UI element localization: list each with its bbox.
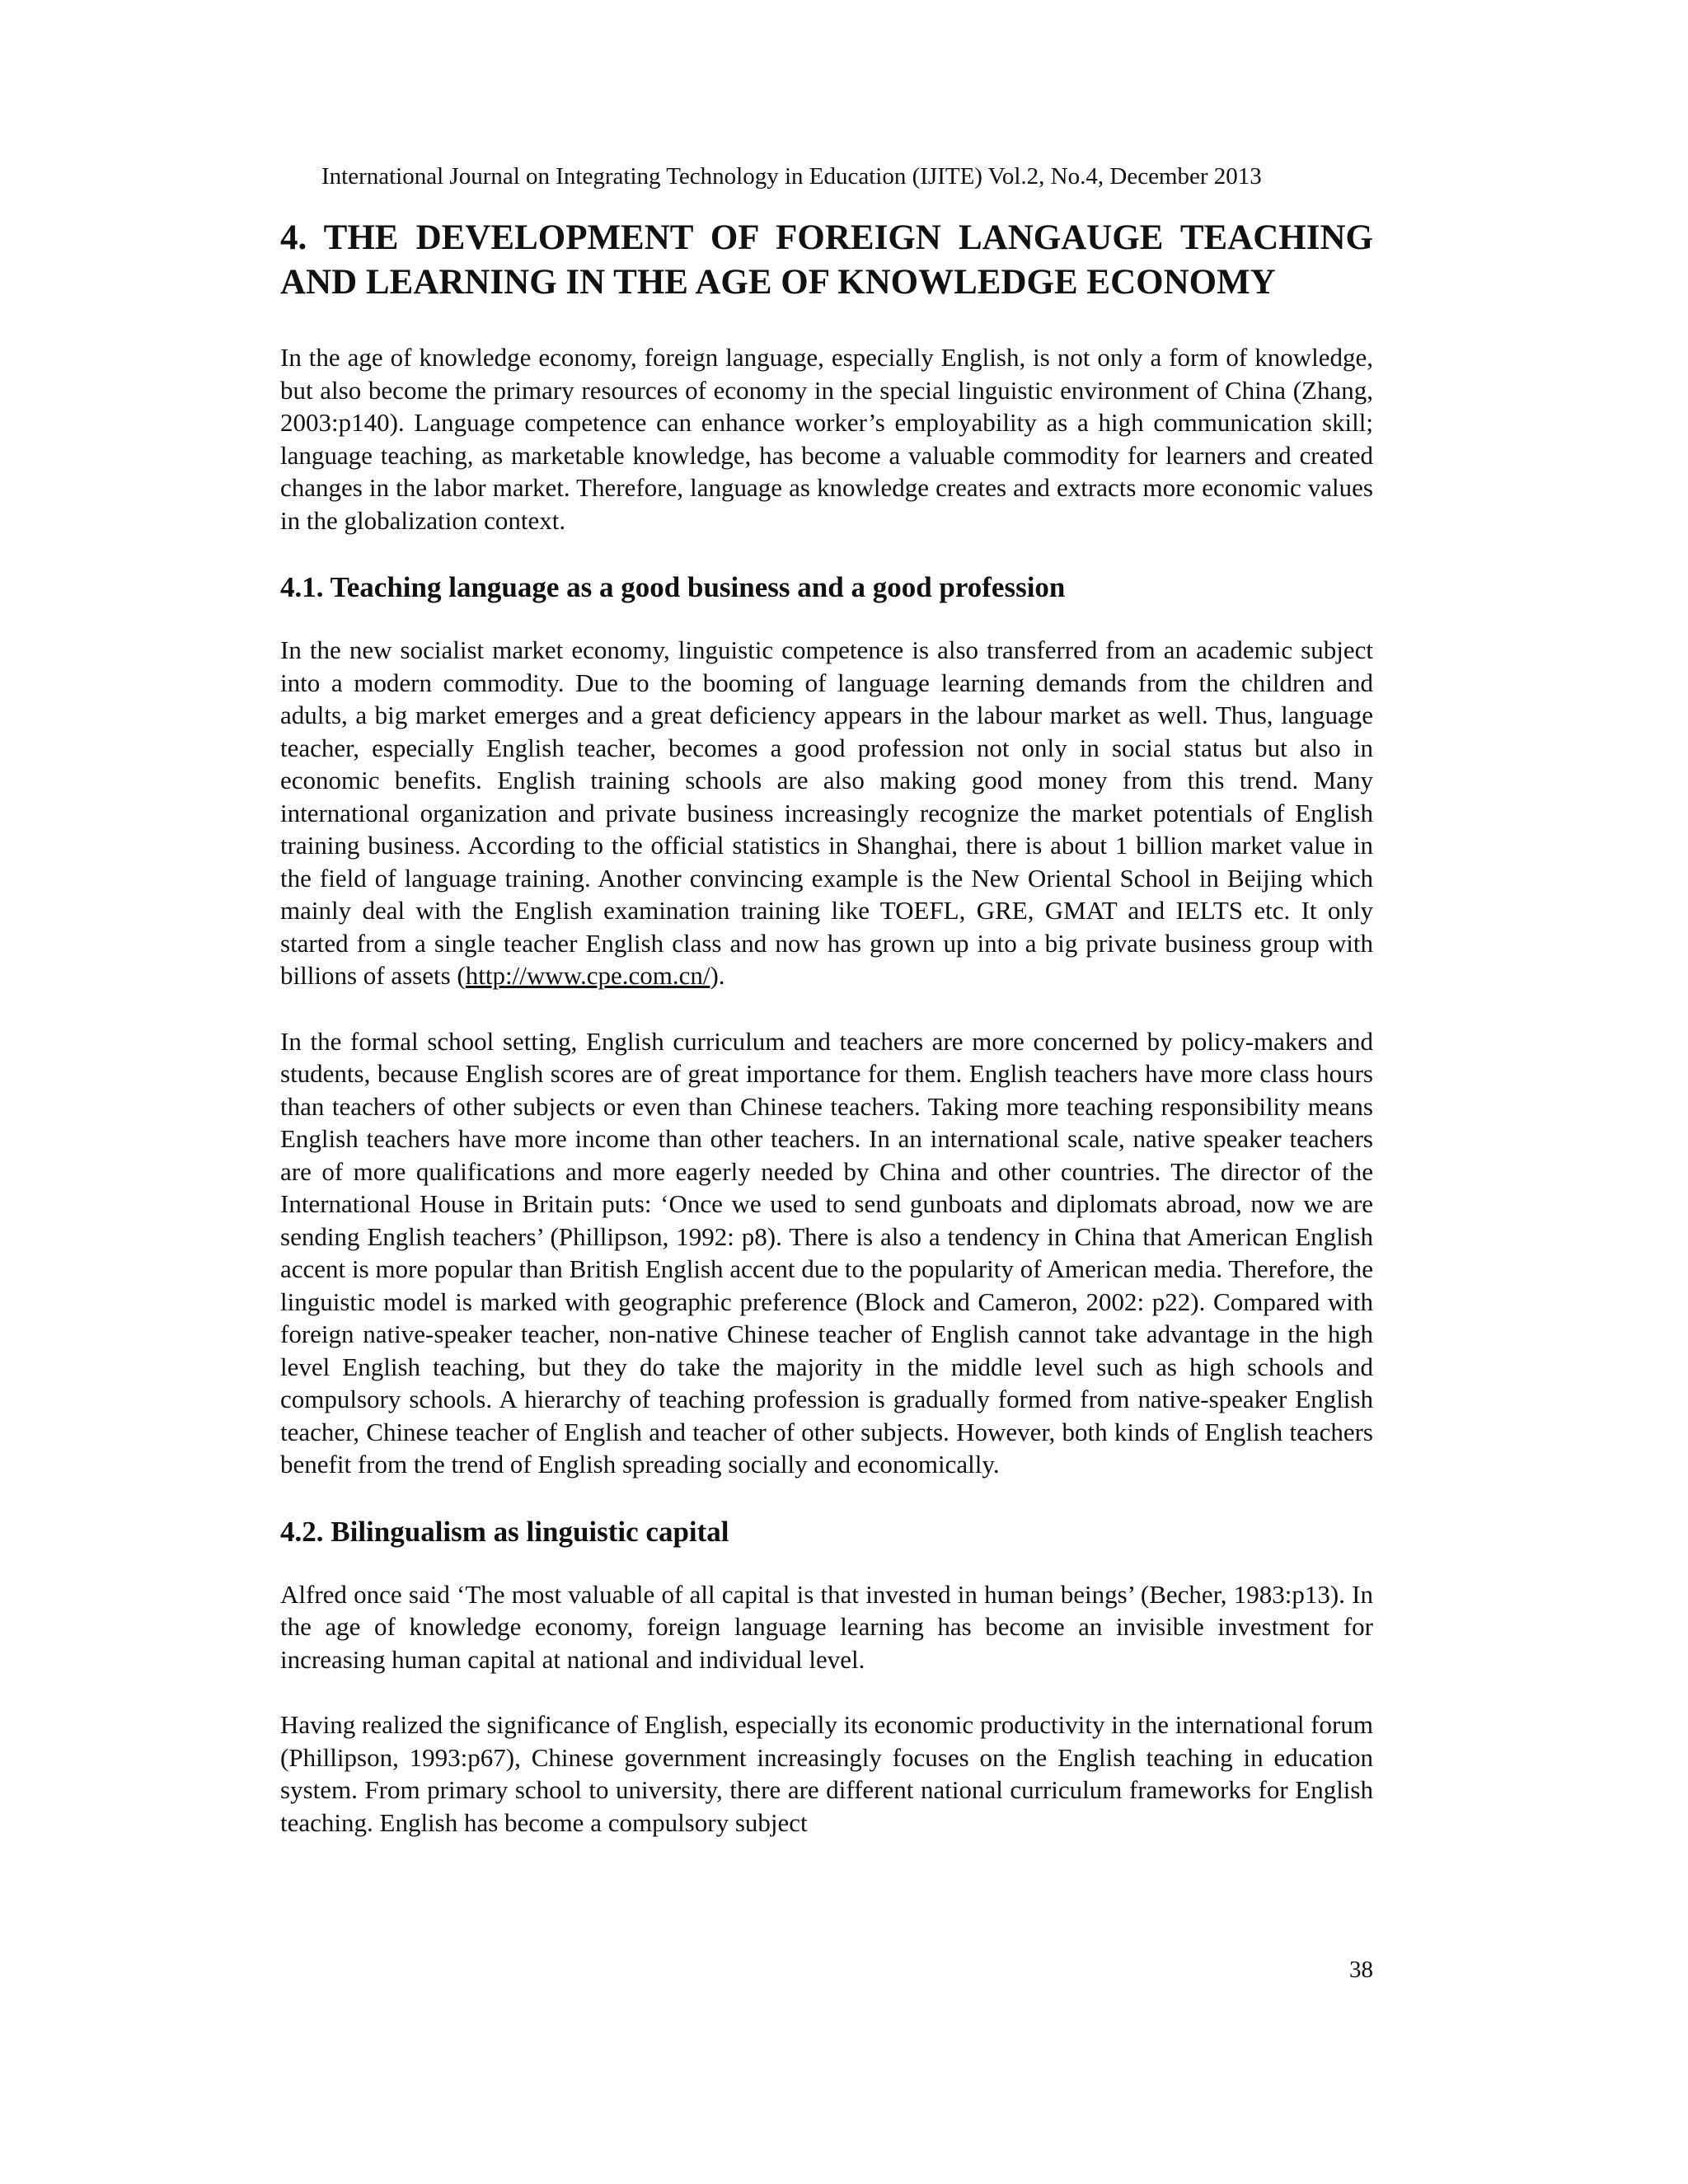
section-4-heading — [280, 216, 1373, 305]
section-4-2-paragraph-2: Having realized the significance of English, especially its economic productivity in the international forum (Phillipson, 1993:p67), Chinese government increasingly focuses on the English teaching in education system. From primary school to university, there are different national curriculum frameworks for English teaching. English has become a compulsory subject — [280, 1710, 1373, 1837]
section-4-2-paragraph-1: Alfred once said ‘The most valuable of all capital is that invested in human beings’ (Becher, 1983:p13). In the age of knowledge economy, foreign language learning has become an invisible investment for increasing human capital at national and individual level. — [280, 1579, 1373, 1674]
section-4-1-heading: 4.1. Teaching language as a good business and a good profession — [280, 571, 1066, 603]
section-4-2-heading: 4.2. Bilingualism as linguistic capital — [280, 1515, 729, 1548]
section-4-paragraph-1: In the age of knowledge economy, foreign language, especially English, is not only a form of knowledge, but also become the primary resources of economy in the special linguistic environment of China (Zhang, 2003:p140). Language competence can enhance worker’s employability as a high communication skill; language teaching, as marketable knowledge, has become a valuable commodity for learners and created changes in the labor market. Therefore, language as knowledge creates and extracts more economic values in the globalization context. — [280, 343, 1373, 535]
running-header: International Journal on Integrating Technology in Education (IJITE) Vol.2, No.4, December 2013 — [321, 163, 1262, 190]
cpe-website-link[interactable]: http://www.cpe.com.cn/ — [465, 961, 710, 990]
section-4-heading-line-1: 4. THE DEVELOPMENT OF FOREIGN LANGAUGE TEACHING — [280, 218, 1373, 257]
section-4-1-paragraph-2: In the formal school setting, English curriculum and teachers are more concerned by policy-makers and students, because English scores are of great importance for them. English teachers have more class hours than teachers of other subjects or even than Chinese teachers. Taking more teaching responsibility means English teachers have more income than other teachers. In an international scale, native speaker teachers are of more qualifications and more eagerly needed by China and other countries. The director of the International House in Britain puts: ‘Once we used to send gunboats and diplomats abroad, now we are sending English teachers’ (Phillipson, 1992: p8). There is also a tendency in China that American English accent is more popular than British English accent due to the popularity of American media. Therefore, the linguistic model is marked with geographic preference (Block and Cameron, 2002: p22). Compared with foreign native-speaker teacher, non-native Chinese teacher of English cannot take advantage in the high level English teaching, but they do take the majority in the middle level such as high schools and compulsory schools. A hierarchy of teaching profession is gradually formed from native-speaker English teacher, Chinese teacher of English and teacher of other subjects. However, both kinds of English teachers benefit from the trend of English spreading socially and economically. — [280, 1026, 1373, 1479]
paren-open: ( — [450, 961, 466, 990]
article-body — [280, 216, 1373, 1872]
section-4-1-paragraph-1-text: In the new socialist market economy, linguistic competence is also transferred from an academic subject into a modern commodity. Due to the booming of language learning demands from the children and adults, a big market emerges and a great deficiency appears in the labour market as well. Thus, language teacher, especially English teacher, becomes a good profession not only in social status but also in economic benefits. English training schools are also making good money from this trend. Many international organization and private business increasingly recognize the market potentials of English training business. According to the official statistics in Shanghai, there is about 1 billion market value in the field of language training. Another convincing example is the New Oriental School in Beijing which mainly deal with the English examination training like TOEFL, GRE, GMAT and IELTS etc. It only started from a single teacher English class and now has grown up into a big private business group with billions of assets — [280, 635, 1373, 990]
section-4-heading-line-2: AND LEARNING IN THE AGE OF KNOWLEDGE ECONOMY — [280, 263, 1276, 302]
paren-close: ). — [710, 961, 725, 990]
page-number: 38 — [1349, 1957, 1373, 1983]
section-4-1-paragraph-1 — [280, 634, 1373, 992]
